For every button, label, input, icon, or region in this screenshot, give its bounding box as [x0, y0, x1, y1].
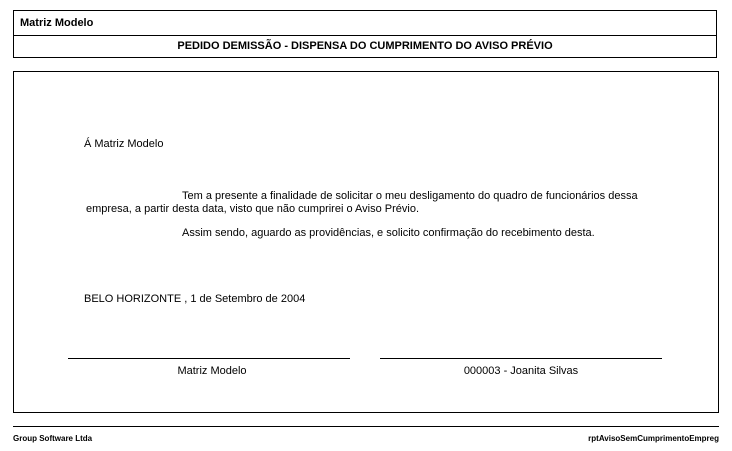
footer-divider: [13, 426, 719, 427]
letter-paragraph1-line1: Tem a presente a finalidade de solicitar o meu desligamento do quadro de funcionários dessa: [182, 190, 638, 202]
place-and-date: BELO HORIZONTE , 1 de Setembro de 2004: [84, 293, 306, 305]
letter-paragraph2: Assim sendo, aguardo as providências, e solicito confirmação do recebimento desta.: [182, 227, 595, 239]
footer-company: Group Software Ltda: [13, 434, 93, 443]
letter-salutation: Á Matriz Modelo: [84, 138, 164, 150]
employee-signature-line: [380, 358, 662, 359]
header-divider: [14, 35, 716, 36]
employee-signature-label: 000003 - Joanita Silvas: [463, 365, 579, 377]
document-title: PEDIDO DEMISSÃO - DISPENSA DO CUMPRIMENTO DO AVISO PRÉVIO: [177, 40, 553, 52]
letter-body: [13, 71, 719, 413]
employer-signature-line: [68, 358, 350, 359]
report-header: [13, 10, 717, 58]
letter-paragraph1-line2: empresa, a partir desta data, visto que não cumprirei o Aviso Prévio.: [86, 203, 420, 215]
employer-signature-label: Matriz Modelo: [177, 365, 247, 377]
company-name: Matriz Modelo: [20, 17, 94, 29]
footer-report-id: rptAvisoSemCumprimentoEmpreg: [588, 434, 719, 443]
